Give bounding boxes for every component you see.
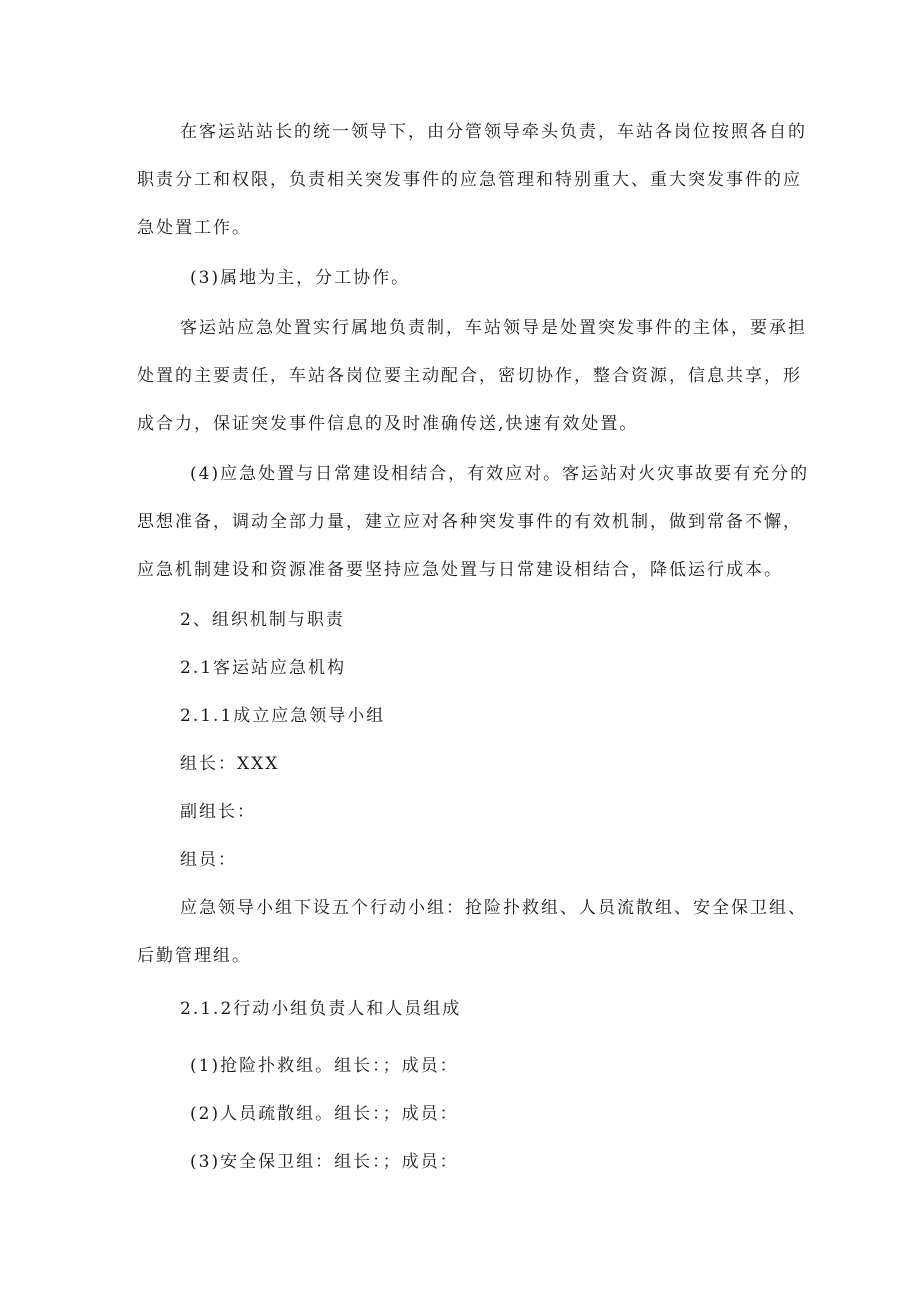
paragraph-3-line-3: 应急机制建设和资源准备要坚持应急处置与日常建设相结合，降低运行成本。 bbox=[137, 560, 783, 580]
team-deputy-leader: 副组长： bbox=[180, 802, 256, 822]
group-3-security: (3)安全保卫组：组长：；成员： bbox=[190, 1152, 459, 1172]
paragraph-2-line-2: 处置的主要责任，车站各岗位要主动配合，密切协作，整合资源，信息共享，形 bbox=[137, 366, 802, 386]
principle-3-heading: (3)属地为主，分工协作。 bbox=[190, 268, 411, 288]
paragraph-4-line-1: 应急领导小组下设五个行动小组：抢险扑救组、人员流散组、安全保卫组、 bbox=[180, 898, 807, 918]
paragraph-1-line-2: 职责分工和权限，负责相关突发事件的应急管理和特别重大、重大突发事件的应 bbox=[137, 170, 802, 190]
section-2-1-1-heading: 2.1.1成立应急领导小组 bbox=[180, 706, 386, 726]
section-2-1-heading: 2.1客运站应急机构 bbox=[180, 658, 347, 678]
paragraph-4-line-2: 后勤管理组。 bbox=[137, 946, 251, 966]
team-leader: 组长：XXX bbox=[180, 754, 280, 774]
paragraph-1-line-3: 急处置工作。 bbox=[137, 218, 251, 238]
paragraph-3-line-1: (4)应急处置与日常建设相结合，有效应对。客运站对火灾事故要有充分的 bbox=[190, 464, 810, 484]
paragraph-2-line-3: 成合力，保证突发事件信息的及时准确传送,快速有效处置。 bbox=[137, 414, 639, 434]
paragraph-3-line-2: 思想准备，调动全部力量，建立应对各种突发事件的有效机制，做到常备不懈， bbox=[137, 512, 802, 532]
group-2-evacuation: (2)人员疏散组。组长：；成员： bbox=[190, 1104, 459, 1124]
section-2-1-2-heading: 2.1.2行动小组负责人和人员组成 bbox=[180, 999, 462, 1019]
section-2-heading: 2、组织机制与职责 bbox=[180, 610, 345, 630]
paragraph-2-line-1: 客运站应急处置实行属地负责制，车站领导是处置突发事件的主体，要承担 bbox=[180, 318, 807, 338]
team-members: 组员： bbox=[180, 850, 237, 870]
group-1-rescue: (1)抢险扑救组。组长：；成员： bbox=[190, 1056, 459, 1076]
paragraph-1-line-1: 在客运站站长的统一领导下，由分管领导牵头负责，车站各岗位按照各自的 bbox=[180, 122, 807, 142]
